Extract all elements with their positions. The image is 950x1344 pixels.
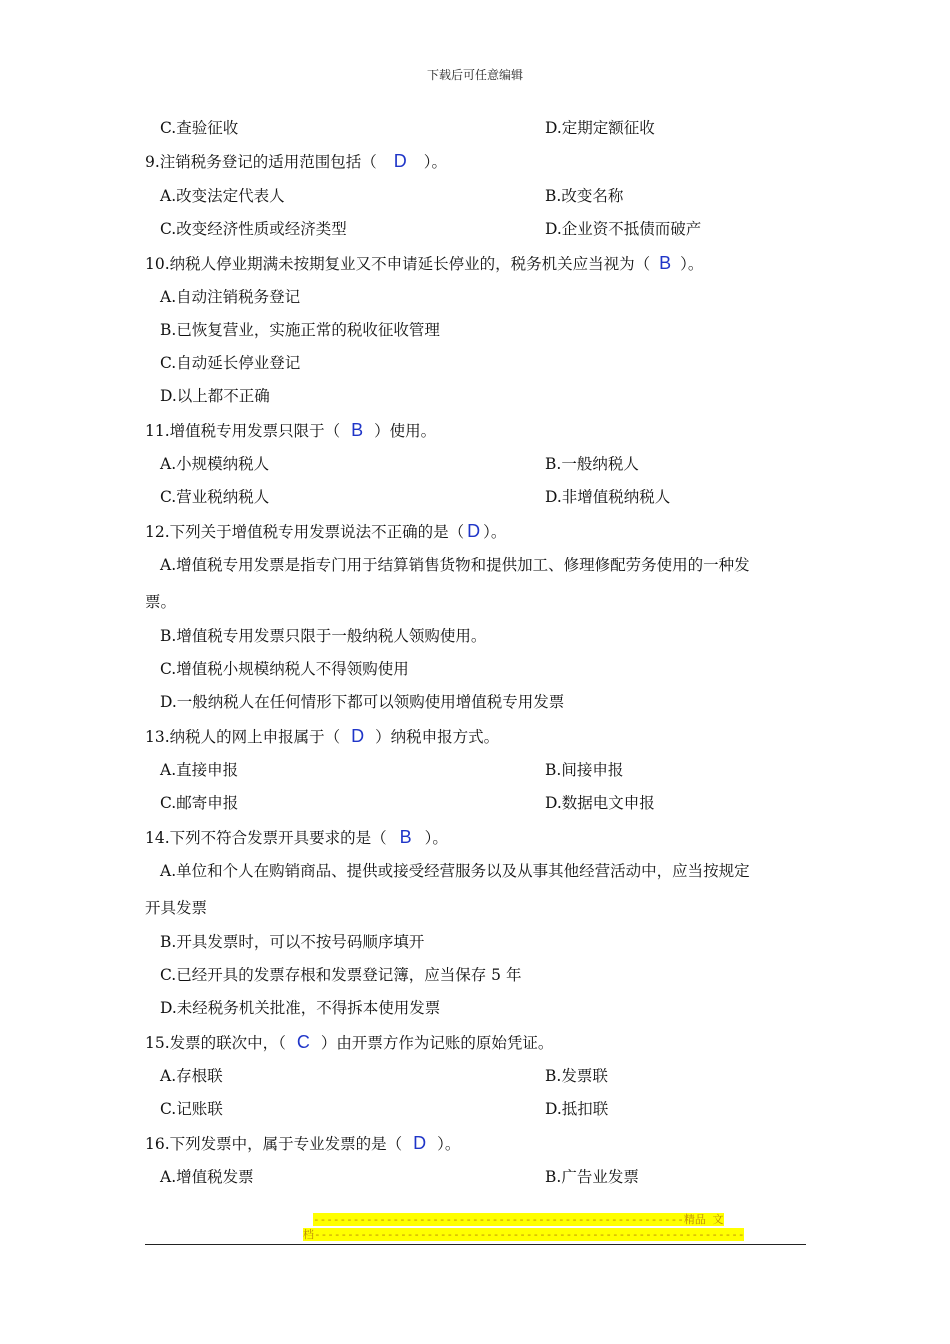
- question-text-end: ）由开票方作为记账的原始凭证。: [320, 1034, 554, 1052]
- option-d: D.一般纳税人在任何情形下都可以领购使用增值税专用发票: [160, 693, 565, 711]
- question-text: 15.发票的联次中，（: [145, 1034, 286, 1052]
- option-b: B.一般纳税人: [545, 455, 639, 473]
- question-text-end: ）。: [423, 153, 448, 171]
- option-d: D.企业资不抵债而破产: [545, 220, 702, 238]
- question-text-end: ）。: [424, 829, 448, 847]
- option-b: B.广告业发票: [545, 1168, 639, 1186]
- question-text: 10.纳税人停业期满未按期复业又不申请延长停业的，税务机关应当视为（: [145, 255, 651, 273]
- option-a-continued: 票。: [145, 593, 177, 611]
- option-d: D.未经税务机关批准，不得拆本使用发票: [160, 999, 441, 1017]
- answer-mark: C: [296, 1032, 310, 1052]
- question-text: 13.纳税人的网上申报属于（: [145, 728, 341, 746]
- footer-watermark-line-1: --------------------------------------------------------精品 文: [313, 1213, 724, 1226]
- footer-watermark-line-2: 档-----------------------------------------------------------------: [303, 1228, 745, 1241]
- option-b: B.增值税专用发票只限于一般纳税人领购使用。: [160, 627, 487, 645]
- option-b: B.开具发票时，可以不按号码顺序填开: [160, 933, 425, 951]
- question-text-end: ）使用。: [374, 422, 437, 440]
- option-a: A.单位和个人在购销商品、提供或接受经营服务以及从事其他经营活动中，应当按规定: [160, 862, 750, 880]
- option-c: C.查验征收: [160, 119, 239, 137]
- question-14: [145, 826, 448, 849]
- option-c: C.自动延长停业登记: [160, 354, 301, 372]
- question-16: [145, 1132, 460, 1155]
- question-12: [145, 520, 506, 543]
- option-b: B.改变名称: [545, 187, 624, 205]
- answer-mark: B: [351, 420, 364, 440]
- option-a-continued: 开具发票: [145, 899, 208, 917]
- question-text-end: ）纳税申报方式。: [375, 728, 500, 746]
- option-d: D.以上都不正确: [160, 387, 270, 405]
- option-c: C.邮寄申报: [160, 794, 239, 812]
- question-text: 9.注销税务登记的适用范围包括（: [145, 153, 377, 171]
- answer-mark: D: [393, 151, 407, 171]
- question-11: [145, 419, 436, 442]
- question-9: [145, 150, 447, 173]
- answer-mark: B: [659, 253, 672, 273]
- option-a: A.小规模纳税人: [160, 455, 270, 473]
- option-d: D.定期定额征收: [545, 119, 655, 137]
- option-d: D.数据电文申报: [545, 794, 655, 812]
- question-text: 14.下列不符合发票开具要求的是（: [145, 829, 387, 847]
- option-a: A.增值税专用发票是指专门用于结算销售货物和提供加工、修理修配劳务使用的一种发: [160, 556, 750, 574]
- question-text-end: ）。: [483, 523, 507, 541]
- option-a: A.增值税发票: [160, 1168, 254, 1186]
- question-15: [145, 1031, 553, 1054]
- option-d: D.非增值税纳税人: [545, 488, 671, 506]
- option-c: C.记账联: [160, 1100, 223, 1118]
- answer-mark: D: [413, 1133, 427, 1153]
- question-text: 11.增值税专用发票只限于（: [145, 422, 341, 440]
- page-header: 下载后可任意编辑: [426, 68, 523, 82]
- option-a: A.改变法定代表人: [160, 187, 285, 205]
- option-a: A.直接申报: [160, 761, 239, 779]
- option-a: A.存根联: [160, 1067, 223, 1085]
- option-b: B.已恢复营业，实施正常的税收征收管理: [160, 321, 440, 339]
- question-13: [145, 725, 499, 748]
- question-10: [145, 252, 703, 275]
- option-b: B.间接申报: [545, 761, 624, 779]
- question-text-end: ）。: [680, 255, 704, 273]
- question-text: 12.下列关于增值税专用发票说法不正确的是（: [145, 523, 465, 541]
- option-a: A.自动注销税务登记: [160, 288, 301, 306]
- option-b: B.发票联: [545, 1067, 608, 1085]
- option-c: C.营业税纳税人: [160, 488, 270, 506]
- question-text: 16.下列发票中，属于专业发票的是（: [145, 1135, 403, 1153]
- question-text-end: ）。: [437, 1135, 461, 1153]
- option-c: C.改变经济性质或经济类型: [160, 220, 347, 238]
- option-c: C.增值税小规模纳税人不得领购使用: [160, 660, 409, 678]
- footer-rule: [145, 1244, 806, 1245]
- option-d: D.抵扣联: [545, 1100, 609, 1118]
- answer-mark: D: [351, 726, 365, 746]
- answer-mark: D: [467, 521, 481, 541]
- answer-mark: B: [399, 827, 412, 847]
- option-c: C.已经开具的发票存根和发票登记簿，应当保存 5 年: [160, 966, 522, 984]
